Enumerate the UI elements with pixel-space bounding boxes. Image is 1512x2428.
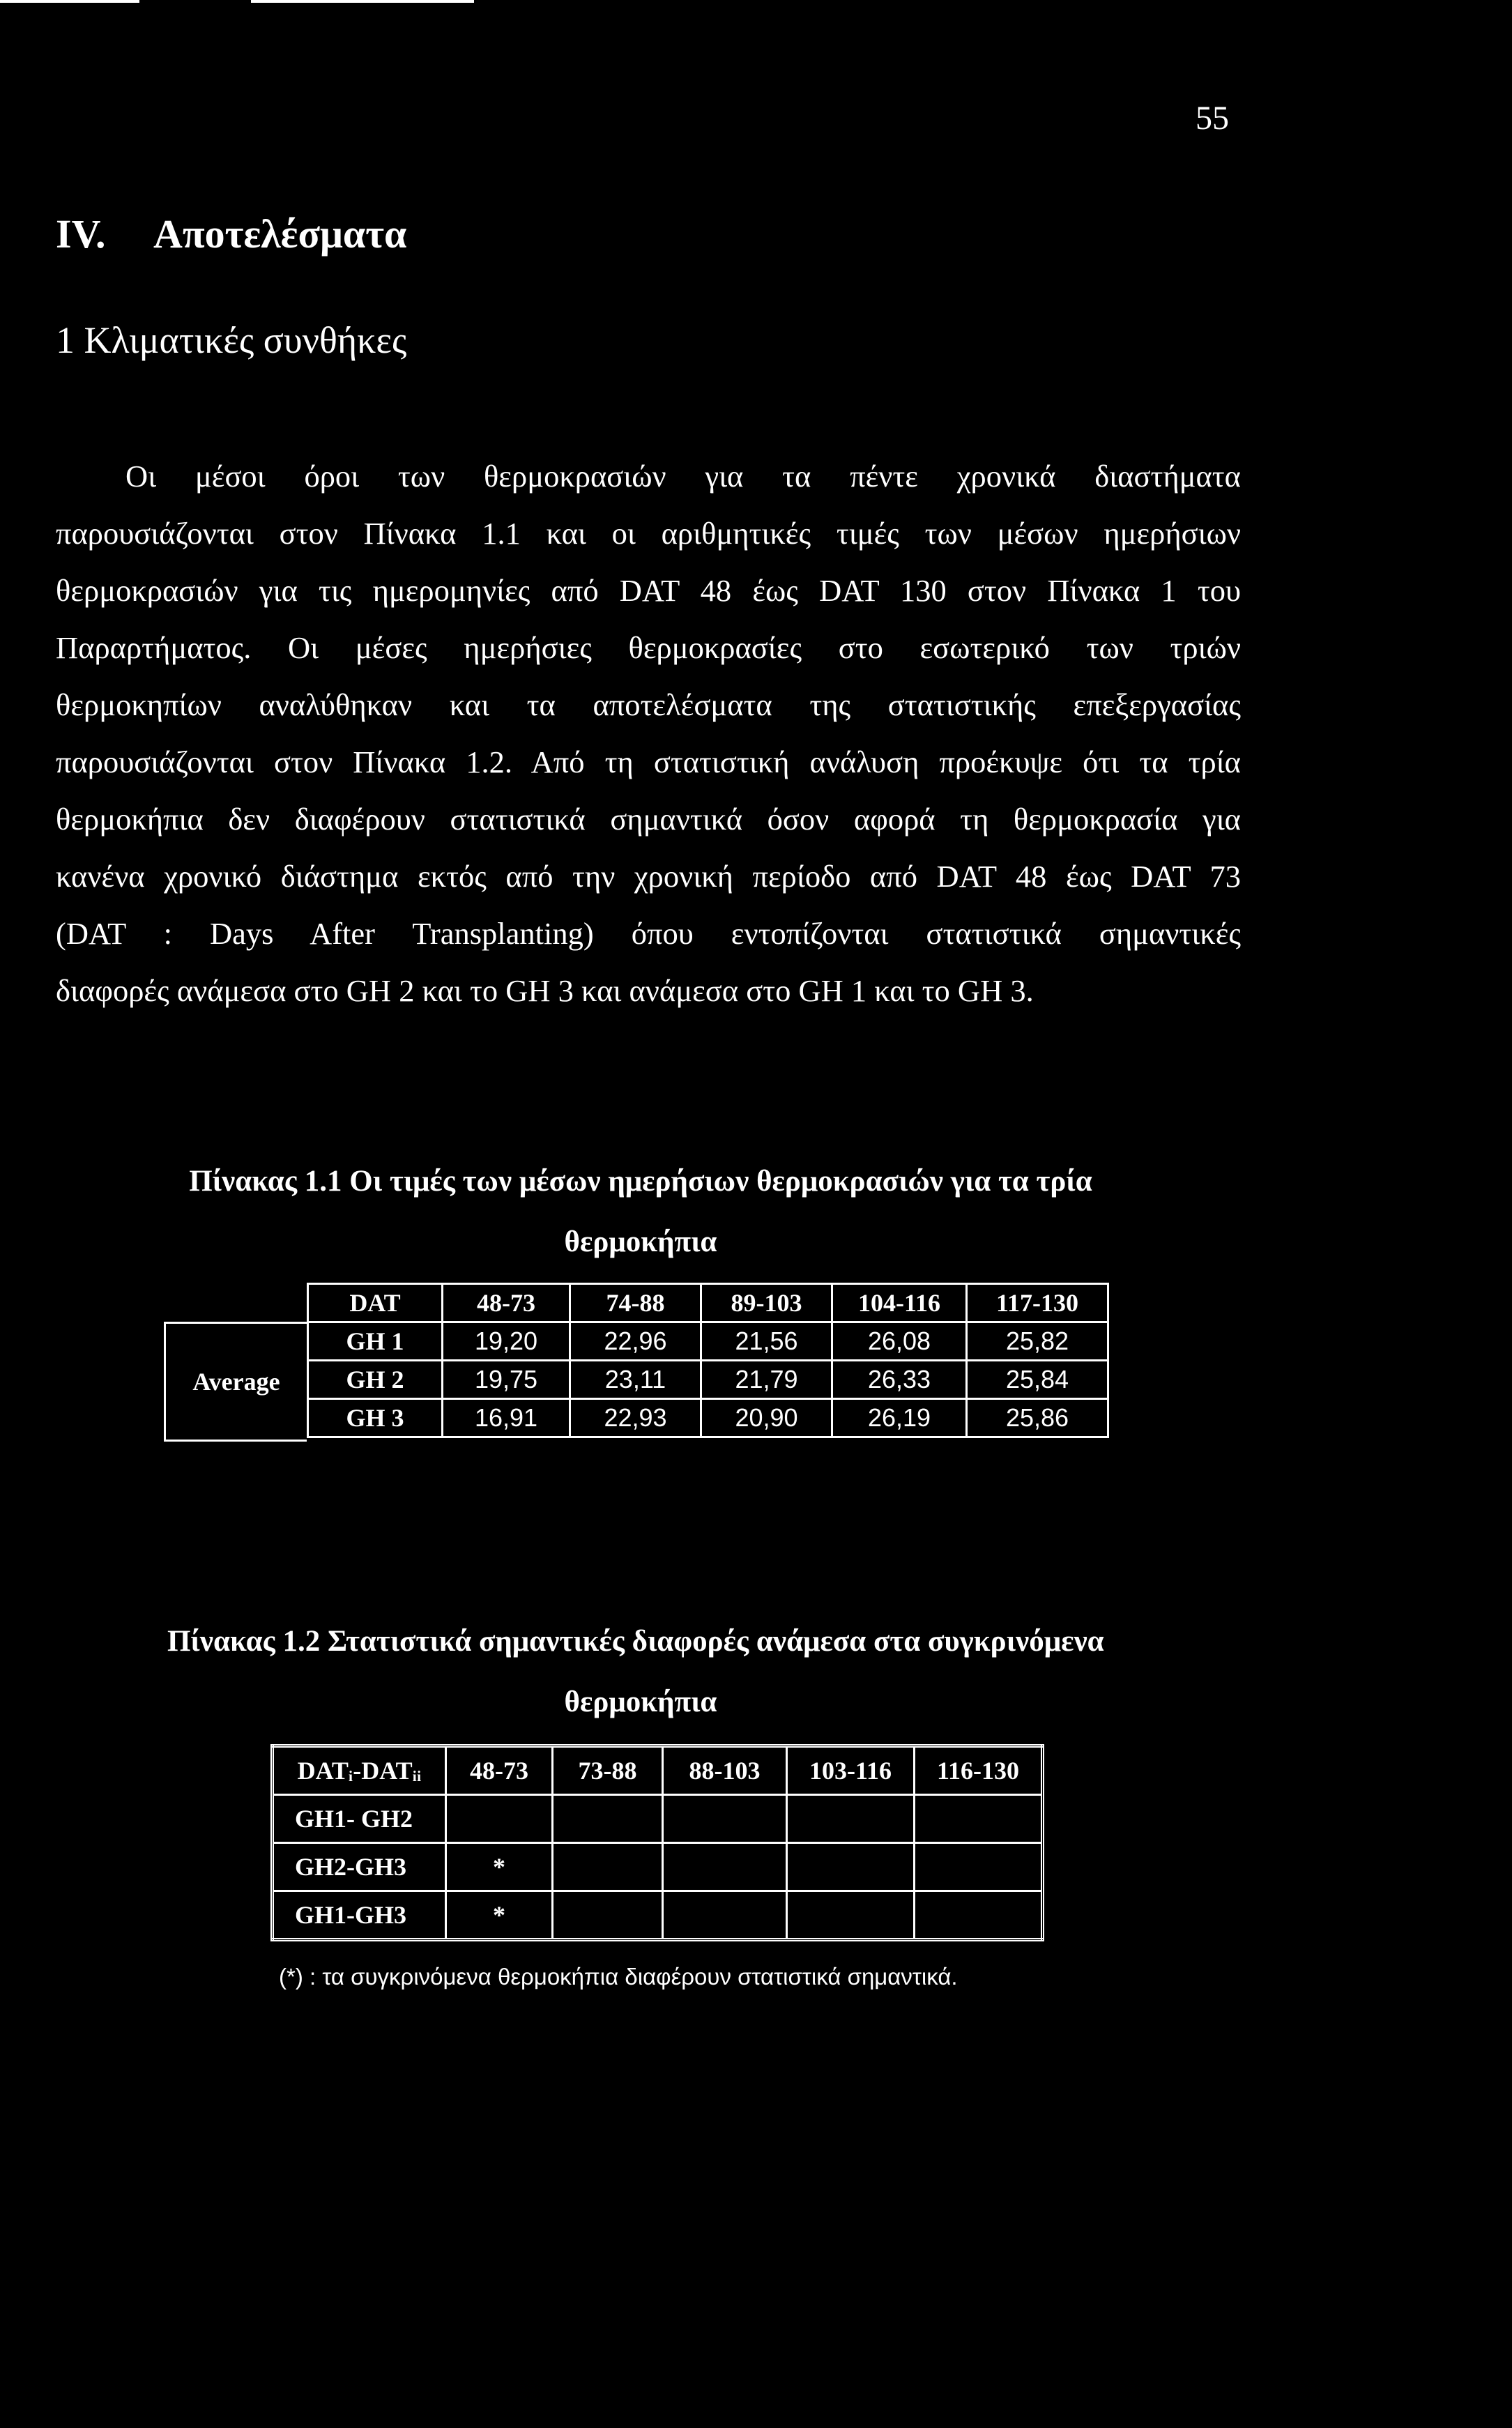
table-cell xyxy=(663,1795,787,1843)
table1-caption-line2: θερμοκήπια xyxy=(564,1226,717,1258)
section-title: Αποτελέσματα xyxy=(153,211,407,257)
table-row xyxy=(273,1891,1043,1940)
table-header-cell: 74-88 xyxy=(570,1284,701,1322)
table1-caption-line1: Πίνακας 1.1 Οι τιμές των μέσων ημερήσιων θερμοκρασιών για τα τρία xyxy=(189,1165,1092,1198)
table2-caption xyxy=(167,1624,1104,1658)
table-cell: 16,91 xyxy=(443,1399,570,1437)
table-cell: 20,90 xyxy=(701,1399,832,1437)
table-cell: * xyxy=(446,1891,553,1940)
table-cell: 22,96 xyxy=(570,1322,701,1361)
table2-caption-line1: Πίνακας 1.2 Στατιστικά σημαντικές διαφορές ανάμεσα στα συγκρινόμενα xyxy=(167,1625,1104,1658)
row-label-cell: GH2-GH3 xyxy=(273,1843,446,1891)
table-header-row xyxy=(308,1284,1108,1322)
table-header-row xyxy=(273,1746,1043,1795)
table-row xyxy=(308,1322,1108,1361)
table-cell xyxy=(663,1843,787,1891)
table-cell xyxy=(915,1795,1043,1843)
table-cell: 19,20 xyxy=(443,1322,570,1361)
paragraph-line: κανένα χρονικό διάστημα εκτός από την χρονική περίοδο από DAT 48 έως DAT 73 xyxy=(56,859,1241,894)
table-row xyxy=(273,1843,1043,1891)
table-cell: 26,19 xyxy=(832,1399,967,1437)
paragraph-line: θερμοκήπια δεν διαφέρουν στατιστικά σημαντικά όσον αφορά τη θερμοκρασία για xyxy=(56,802,1241,837)
table2-footnote: (*) : τα συγκρινόμενα θερμοκήπια διαφέρουν στατιστικά σημαντικά. xyxy=(279,1964,958,1990)
row-label-cell: GH 3 xyxy=(308,1399,443,1437)
table-cell: 25,82 xyxy=(967,1322,1108,1361)
table-row xyxy=(273,1795,1043,1843)
row-label-cell: GH 2 xyxy=(308,1361,443,1399)
table-cell xyxy=(787,1891,915,1940)
row-label-cell: GH1- GH2 xyxy=(273,1795,446,1843)
average-row-group-label: Average xyxy=(164,1322,307,1442)
table-cell: 25,84 xyxy=(967,1361,1108,1399)
paragraph-line: παρουσιάζονται στον Πίνακα 1.1 και οι αριθμητικές τιμές των μέσων ημερήσιων xyxy=(56,516,1241,551)
top-rule-left xyxy=(0,0,139,3)
row-label-cell: GH 1 xyxy=(308,1322,443,1361)
table-header-cell: DAT xyxy=(308,1284,443,1322)
table-header-cell: 48-73 xyxy=(443,1284,570,1322)
table1-caption-2 xyxy=(0,1225,1281,1259)
table-header-cell: DATᵢ-DATᵢᵢ xyxy=(273,1746,446,1795)
table-header-cell: 103-116 xyxy=(787,1746,915,1795)
table-cell: 22,93 xyxy=(570,1399,701,1437)
subsection-heading: 1 Κλιματικές συνθήκες xyxy=(56,319,407,361)
table-cell xyxy=(553,1891,663,1940)
table-cell xyxy=(553,1843,663,1891)
temperature-table xyxy=(307,1283,1109,1438)
table-cell: 21,79 xyxy=(701,1361,832,1399)
table-cell: * xyxy=(446,1843,553,1891)
table-cell xyxy=(663,1891,787,1940)
table-cell xyxy=(446,1795,553,1843)
table-header-cell: 104-116 xyxy=(832,1284,967,1322)
page-number: 55 xyxy=(1196,100,1229,137)
table-cell xyxy=(787,1795,915,1843)
table-cell: 19,75 xyxy=(443,1361,570,1399)
table-cell xyxy=(787,1843,915,1891)
table-cell: 26,08 xyxy=(832,1322,967,1361)
significance-table xyxy=(270,1744,1044,1941)
paragraph-line: θερμοκηπίων αναλύθηκαν και τα αποτελέσματα της στατιστικής επεξεργασίας xyxy=(56,687,1241,722)
table-cell xyxy=(915,1891,1043,1940)
body-paragraph xyxy=(56,448,1241,1019)
table-cell: 21,56 xyxy=(701,1322,832,1361)
table-header-cell: 116-130 xyxy=(915,1746,1043,1795)
paragraph-line: παρουσιάζονται στον Πίνακα 1.2. Από τη στατιστική ανάλυση προέκυψε ότι τα τρία xyxy=(56,745,1241,779)
table1-caption xyxy=(0,1164,1281,1198)
section-number: IV. xyxy=(56,211,106,257)
table2-caption-2 xyxy=(0,1685,1281,1719)
paragraph-line: Οι μέσοι όροι των θερμοκρασιών για τα πέντε χρονικά διαστήματα xyxy=(125,459,1241,494)
row-label-cell: GH1-GH3 xyxy=(273,1891,446,1940)
table-header-cell: 73-88 xyxy=(553,1746,663,1795)
paragraph-line: (DAT : Days After Transplanting) όπου εντοπίζονται στατιστικά σημαντικές xyxy=(56,916,1241,951)
table-header-cell: 48-73 xyxy=(446,1746,553,1795)
paragraph-line: θερμοκρασιών για τις ημερομηνίες από DAT 48 έως DAT 130 στον Πίνακα 1 του xyxy=(56,573,1241,608)
table-cell: 26,33 xyxy=(832,1361,967,1399)
table-row xyxy=(308,1399,1108,1437)
paragraph-line: Παραρτήματος. Οι μέσες ημερήσιες θερμοκρασίες στο εσωτερικό των τριών xyxy=(56,630,1241,665)
table-cell: 23,11 xyxy=(570,1361,701,1399)
table-header-cell: 88-103 xyxy=(663,1746,787,1795)
table-cell xyxy=(553,1795,663,1843)
table-cell: 25,86 xyxy=(967,1399,1108,1437)
section-heading xyxy=(56,211,406,257)
top-rule-right xyxy=(251,0,474,3)
table2-caption-line2: θερμοκήπια xyxy=(564,1686,717,1718)
table-header-cell: 117-130 xyxy=(967,1284,1108,1322)
paragraph-line: διαφορές ανάμεσα στο GH 2 και το GH 3 και ανάμεσα στο GH 1 και το GH 3. xyxy=(56,973,1034,1008)
table-cell xyxy=(915,1843,1043,1891)
table-header-cell: 89-103 xyxy=(701,1284,832,1322)
table-row xyxy=(308,1361,1108,1399)
